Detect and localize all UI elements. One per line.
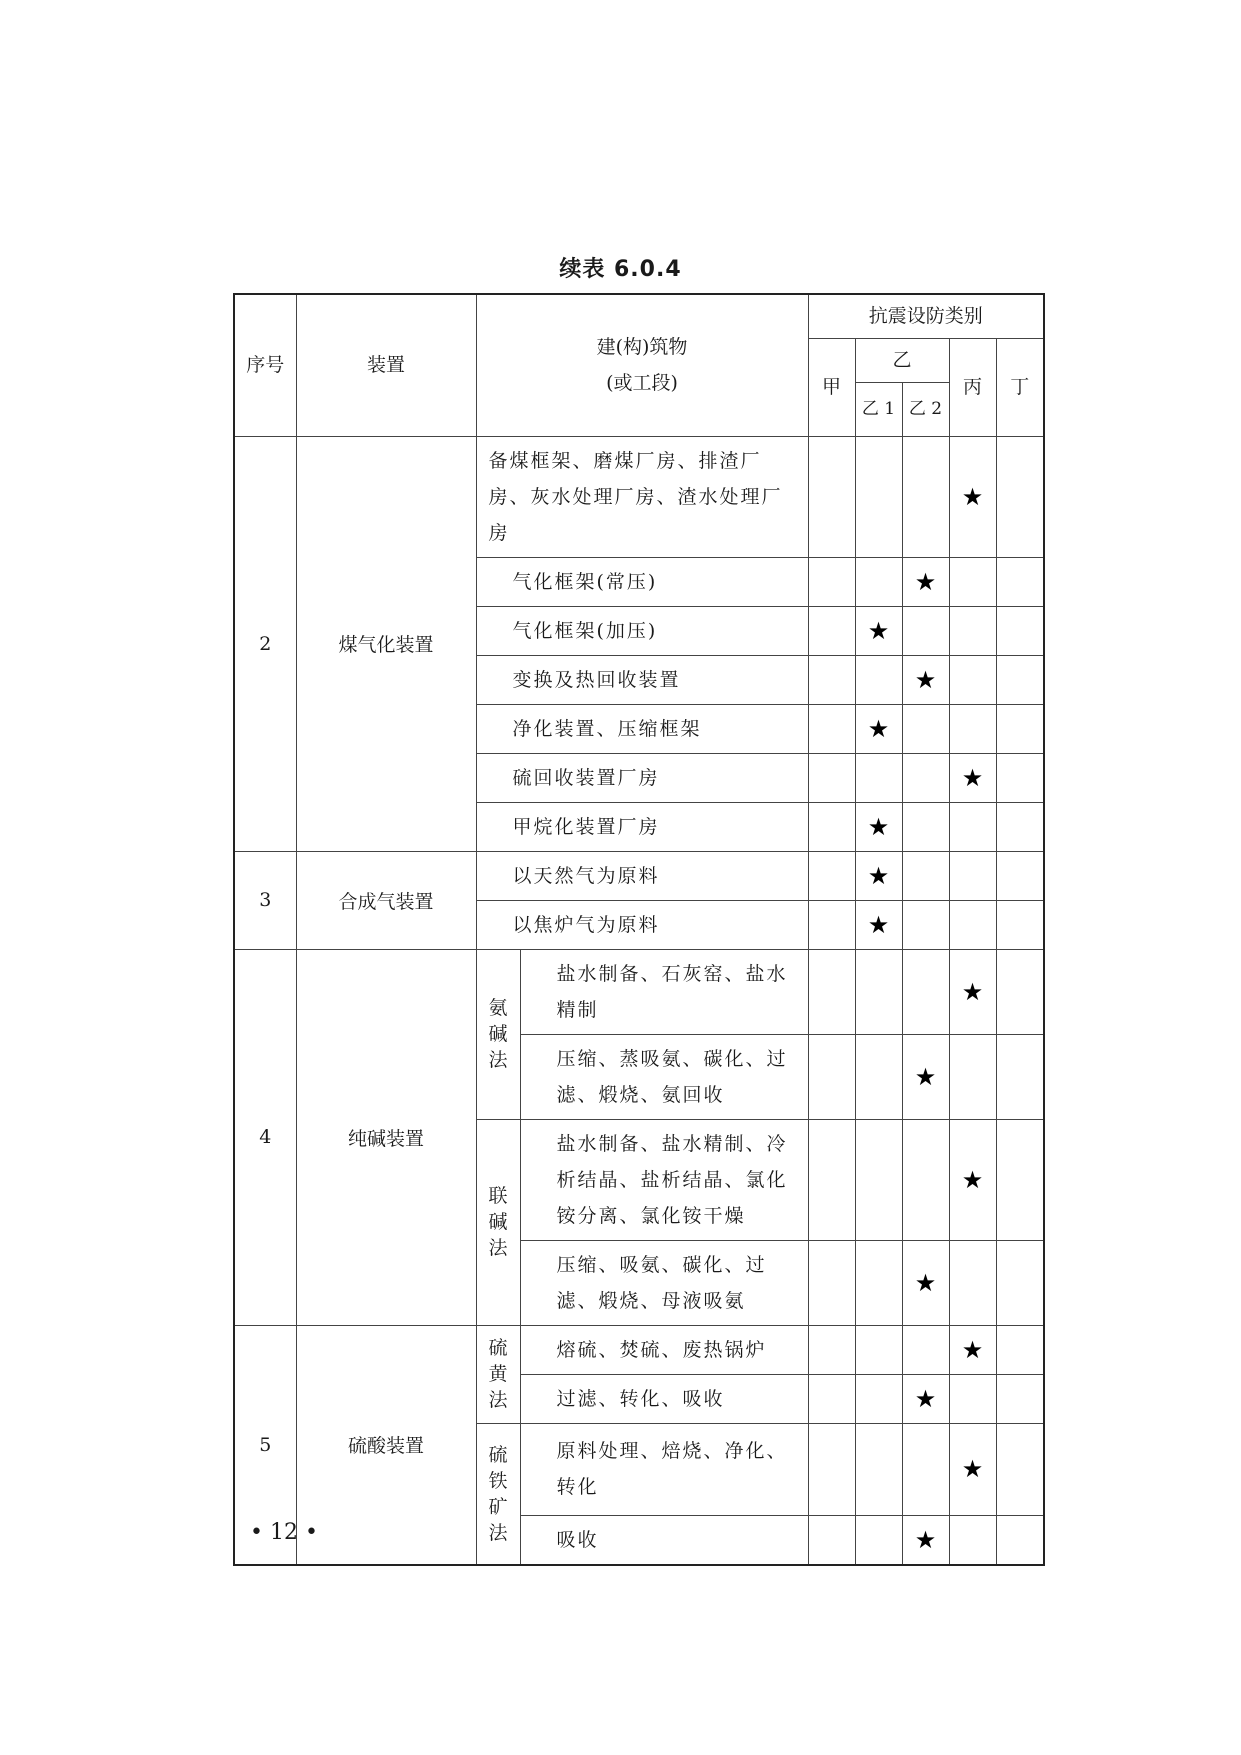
cell-jia <box>808 1119 855 1240</box>
header-ding: 丁 <box>996 338 1044 436</box>
star-mark: ★ <box>949 949 996 1034</box>
cell-yi2 <box>902 436 949 557</box>
building-cell: 变换及热回收装置 <box>476 655 808 704</box>
cell-ding <box>996 949 1044 1034</box>
cell-jia <box>808 436 855 557</box>
method-label: 硫 黄 法 <box>488 1337 508 1411</box>
cell-bing <box>949 704 996 753</box>
cell-yi1 <box>855 949 902 1034</box>
cell-jia <box>808 704 855 753</box>
cell-bing <box>949 1034 996 1119</box>
building-cell: 盐水制备、盐水精制、冷析结晶、盐析结晶、氯化铵分离、氯化铵干燥 <box>520 1119 808 1240</box>
row-seq: 3 <box>234 851 296 949</box>
star-mark: ★ <box>855 851 902 900</box>
cell-jia <box>808 851 855 900</box>
building-cell: 净化装置、压缩框架 <box>476 704 808 753</box>
cell-yi1 <box>855 1374 902 1423</box>
cell-jia <box>808 900 855 949</box>
cell-yi1 <box>855 1034 902 1119</box>
cell-ding <box>996 1325 1044 1374</box>
cell-ding <box>996 1240 1044 1325</box>
cell-bing <box>949 900 996 949</box>
cell-yi2 <box>902 1423 949 1515</box>
star-mark: ★ <box>902 1374 949 1423</box>
cell-yi2 <box>902 704 949 753</box>
cell-bing <box>949 1374 996 1423</box>
header-yi1: 乙 1 <box>855 382 902 436</box>
row-seq: 5 <box>234 1325 296 1565</box>
cell-jia <box>808 1325 855 1374</box>
cell-bing <box>949 1515 996 1565</box>
header-seq: 序号 <box>234 294 296 436</box>
cell-jia <box>808 557 855 606</box>
cell-jia <box>808 655 855 704</box>
cell-ding <box>996 851 1044 900</box>
method-cell <box>476 1119 520 1325</box>
table-caption: 续表 6.0.4 <box>559 257 682 282</box>
cell-bing <box>949 802 996 851</box>
cell-yi2 <box>902 949 949 1034</box>
cell-yi1 <box>855 1515 902 1565</box>
building-cell: 以天然气为原料 <box>476 851 808 900</box>
cell-jia <box>808 1034 855 1119</box>
cell-yi1 <box>855 436 902 557</box>
header-building-line2: (或工段) <box>606 372 678 395</box>
building-cell: 压缩、蒸吸氨、碳化、过滤、煅烧、氨回收 <box>520 1034 808 1119</box>
row-device: 合成气装置 <box>296 851 476 949</box>
cell-yi1 <box>855 557 902 606</box>
cell-jia <box>808 753 855 802</box>
header-yi2: 乙 2 <box>902 382 949 436</box>
cell-yi1 <box>855 1423 902 1515</box>
cell-yi2 <box>902 606 949 655</box>
star-mark: ★ <box>855 606 902 655</box>
cell-jia <box>808 949 855 1034</box>
star-mark: ★ <box>902 655 949 704</box>
cell-ding <box>996 557 1044 606</box>
building-cell: 甲烷化装置厂房 <box>476 802 808 851</box>
cell-ding <box>996 1423 1044 1515</box>
cell-yi2 <box>902 1325 949 1374</box>
cell-yi1 <box>855 753 902 802</box>
page-number: • 12 • <box>250 1520 318 1545</box>
star-mark: ★ <box>949 436 996 557</box>
cell-bing <box>949 851 996 900</box>
header-yi: 乙 <box>855 338 949 382</box>
cell-bing <box>949 1240 996 1325</box>
cell-yi2 <box>902 802 949 851</box>
header-device: 装置 <box>296 294 476 436</box>
cell-ding <box>996 655 1044 704</box>
method-cell <box>476 949 520 1119</box>
row-seq: 2 <box>234 436 296 851</box>
cell-jia <box>808 606 855 655</box>
building-cell: 以焦炉气为原料 <box>476 900 808 949</box>
cell-ding <box>996 900 1044 949</box>
row-device: 纯碱装置 <box>296 949 476 1325</box>
cell-bing <box>949 557 996 606</box>
row-device: 硫酸装置 <box>296 1325 476 1565</box>
seismic-category-table <box>233 293 1045 1566</box>
star-mark: ★ <box>902 1240 949 1325</box>
cell-bing <box>949 655 996 704</box>
header-building <box>476 294 808 436</box>
header-building-line1: 建(构)筑物 <box>596 336 688 359</box>
star-mark: ★ <box>949 1325 996 1374</box>
cell-yi2 <box>902 851 949 900</box>
star-mark: ★ <box>902 557 949 606</box>
building-cell: 压缩、吸氨、碳化、过滤、煅烧、母液吸氨 <box>520 1240 808 1325</box>
cell-jia <box>808 1515 855 1565</box>
row-device: 煤气化装置 <box>296 436 476 851</box>
cell-ding <box>996 704 1044 753</box>
star-mark: ★ <box>949 1119 996 1240</box>
building-cell: 熔硫、焚硫、废热锅炉 <box>520 1325 808 1374</box>
header-jia: 甲 <box>808 338 855 436</box>
cell-yi1 <box>855 1325 902 1374</box>
cell-jia <box>808 1240 855 1325</box>
row-seq: 4 <box>234 949 296 1325</box>
building-cell: 气化框架(加压) <box>476 606 808 655</box>
cell-yi2 <box>902 1119 949 1240</box>
star-mark: ★ <box>855 900 902 949</box>
star-mark: ★ <box>902 1034 949 1119</box>
cell-yi2 <box>902 753 949 802</box>
cell-ding <box>996 606 1044 655</box>
method-cell <box>476 1325 520 1423</box>
method-label: 联 碱 法 <box>488 1185 508 1259</box>
star-mark: ★ <box>855 704 902 753</box>
cell-ding <box>996 1034 1044 1119</box>
method-cell <box>476 1423 520 1565</box>
building-cell: 备煤框架、磨煤厂房、排渣厂房、灰水处理厂房、渣水处理厂房 <box>476 436 808 557</box>
cell-yi1 <box>855 655 902 704</box>
cell-ding <box>996 1374 1044 1423</box>
cell-yi1 <box>855 1240 902 1325</box>
cell-ding <box>996 802 1044 851</box>
header-category: 抗震设防类别 <box>808 294 1044 338</box>
star-mark: ★ <box>949 753 996 802</box>
star-mark: ★ <box>902 1515 949 1565</box>
cell-yi2 <box>902 900 949 949</box>
cell-jia <box>808 1423 855 1515</box>
method-label: 硫 铁 矿 法 <box>488 1443 508 1544</box>
cell-ding <box>996 436 1044 557</box>
cell-ding <box>996 1515 1044 1565</box>
cell-jia <box>808 802 855 851</box>
building-cell: 过滤、转化、吸收 <box>520 1374 808 1423</box>
building-cell: 盐水制备、石灰窑、盐水精制 <box>520 949 808 1034</box>
cell-ding <box>996 1119 1044 1240</box>
building-cell: 原料处理、焙烧、净化、转化 <box>520 1423 808 1515</box>
building-cell: 气化框架(常压) <box>476 557 808 606</box>
star-mark: ★ <box>949 1423 996 1515</box>
cell-yi1 <box>855 1119 902 1240</box>
cell-jia <box>808 1374 855 1423</box>
header-bing: 丙 <box>949 338 996 436</box>
method-label: 氨 碱 法 <box>488 997 508 1071</box>
star-mark: ★ <box>855 802 902 851</box>
cell-ding <box>996 753 1044 802</box>
building-cell: 硫回收装置厂房 <box>476 753 808 802</box>
cell-bing <box>949 606 996 655</box>
building-cell: 吸收 <box>520 1515 808 1565</box>
